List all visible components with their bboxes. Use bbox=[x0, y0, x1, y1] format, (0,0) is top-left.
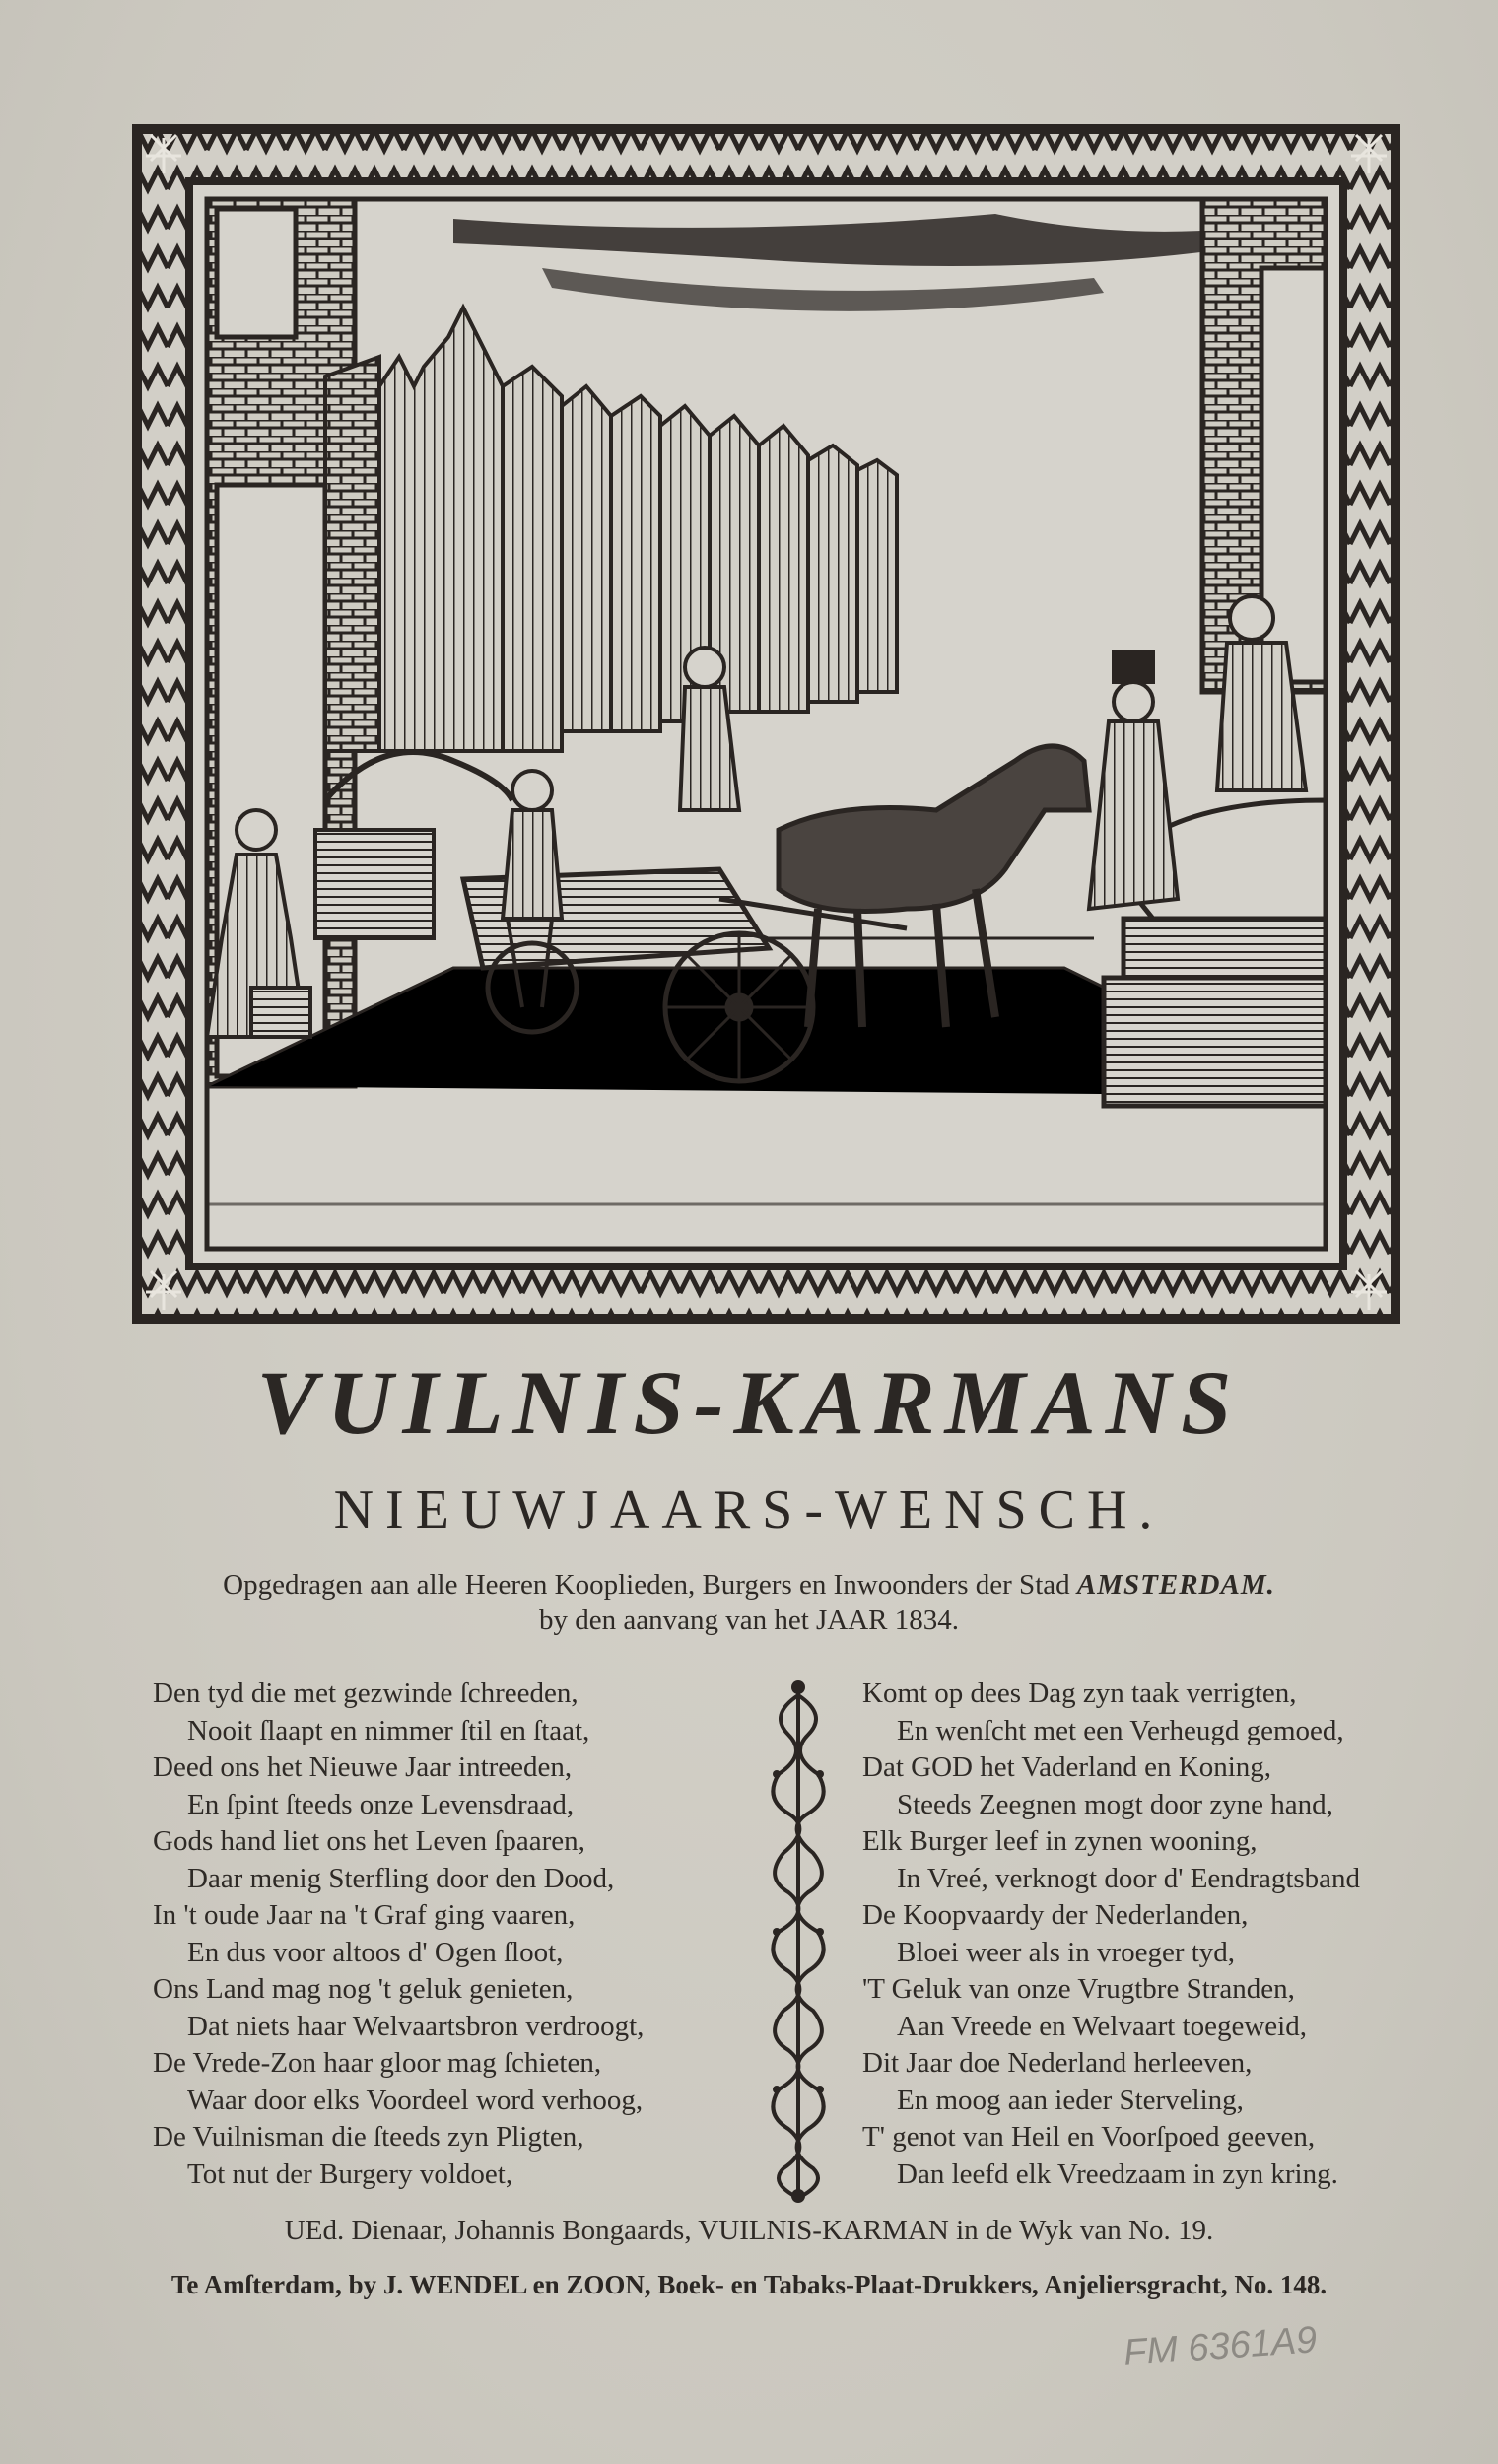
poem-line: Dat GOD het Vaderland en Koning, bbox=[862, 1751, 1272, 1783]
broadside-title: VUILNIS-KARMANS bbox=[256, 1352, 1242, 1453]
signature-line: UEd. Dienaar, Johannis Bongaards, VUILNIS-KARMAN in de Wyk van No. 19. bbox=[284, 2215, 1214, 2246]
poem-line: En wenſcht met een Verheugd gemoed, bbox=[897, 1714, 1344, 1746]
poem-line: T' genot van Heil en Voorſpoed geeven, bbox=[862, 2121, 1316, 2153]
poem-line: 'T Geluk van onze Vrugtbre Stranden, bbox=[862, 1973, 1295, 2005]
poem-line: In 't oude Jaar na 't Graf ging vaaren, bbox=[153, 1899, 576, 1931]
poem-line: Dit Jaar doe Nederland herleeven, bbox=[862, 2047, 1253, 2079]
printer-imprint: Te Amſterdam, by J. WENDEL en ZOON, Boek- en Tabaks-Plaat-Drukkers, Anjeliersgracht, No. 148. bbox=[170, 2270, 1328, 2299]
poem-line: Deed ons het Nieuwe Jaar intreeden, bbox=[153, 1751, 573, 1783]
poem-line: Bloei weer als in vroeger tyd, bbox=[897, 1936, 1236, 1968]
poem-line: En moog aan ieder Sterveling, bbox=[897, 2084, 1244, 2116]
inventory-mark: FM 6361A9 bbox=[1122, 2319, 1319, 2374]
poem-line: Nooit ſlaapt en nimmer ſtil en ſtaat, bbox=[187, 1714, 590, 1746]
dedication-city: AMSTERDAM. bbox=[1076, 1569, 1275, 1601]
poem-line: En dus voor altoos d' Ogen ſloot, bbox=[187, 1936, 564, 1968]
poem-right-column bbox=[862, 1676, 1414, 2193]
dedication-block bbox=[0, 1567, 1498, 1638]
poem-line: Steeds Zeegnen mogt door zyne hand, bbox=[897, 1788, 1333, 1820]
poem-line: En ſpint ſteeds onze Levensdraad, bbox=[187, 1788, 575, 1820]
poem-left-column bbox=[153, 1676, 744, 2193]
poem-line: Daar menig Sterfling door den Dood, bbox=[187, 1862, 615, 1894]
poem-line: In Vreé, verknogt door d' Eendragtsband bbox=[897, 1862, 1361, 1894]
poem-line: Tot nut der Burgery voldoet, bbox=[187, 2157, 513, 2190]
poem-line: De Vuilnisman die ſteeds zyn Pligten, bbox=[153, 2121, 584, 2153]
woodcut-illustration bbox=[128, 120, 1404, 1328]
poem-line: Ons Land mag nog 't geluk genieten, bbox=[153, 1973, 574, 2005]
poem-line: De Koopvaardy der Nederlanden, bbox=[862, 1899, 1249, 1931]
dedication-line-2: by den aanvang van het JAAR 1834. bbox=[538, 1605, 960, 1636]
poem-line: Den tyd die met gezwinde ſchreeden, bbox=[153, 1677, 579, 1709]
broadside-subtitle: NIEUWJAARS-WENSCH. bbox=[333, 1479, 1165, 1540]
dedication-line-1 bbox=[0, 1567, 1498, 1603]
poem-line: Dat niets haar Welvaartsbron verdroogt, bbox=[187, 2010, 645, 2042]
vine-ornament-divider bbox=[759, 1676, 838, 2208]
poem-line: Aan Vreede en Welvaart toegeweid, bbox=[897, 2010, 1307, 2042]
poem-line: Gods hand liet ons het Leven ſpaaren, bbox=[153, 1825, 585, 1857]
poem-line: De Vrede-Zon haar gloor mag ſchieten, bbox=[153, 2047, 602, 2079]
poem-line: Elk Burger leef in zynen wooning, bbox=[862, 1825, 1258, 1857]
woodcut-svg bbox=[128, 120, 1404, 1328]
poem-line: Dan leefd elk Vreedzaam in zyn kring. bbox=[897, 2157, 1338, 2190]
poem-line: Waar door elks Voordeel word verhoog, bbox=[187, 2084, 644, 2116]
poem-line: Komt op dees Dag zyn taak verrigten, bbox=[862, 1677, 1297, 1709]
vine-ornament-icon bbox=[759, 1676, 838, 2208]
dedication-prefix: Opgedragen aan alle Heeren Kooplieden, Burgers en Inwoonders der Stad bbox=[223, 1569, 1070, 1601]
